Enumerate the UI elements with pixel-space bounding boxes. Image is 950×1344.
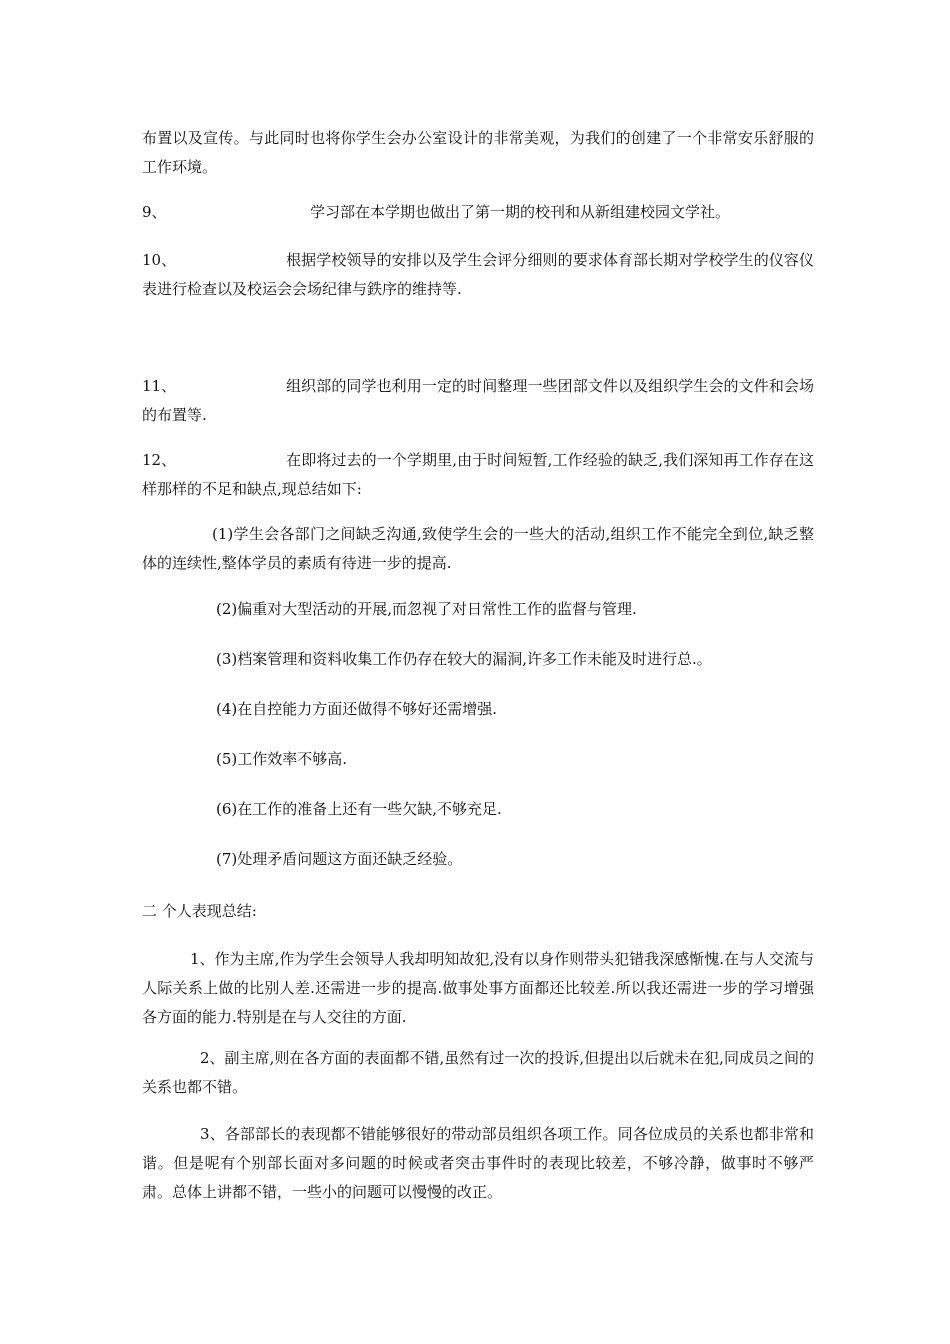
item-12-text: 在即将过去的一个学期里,由于时间短暂,工作经验的缺乏,我们深知再工作存在这样那样的不足和缺点,现总结如下:: [142, 451, 814, 498]
personal-item-3: 3、各部部长的表现都不错能够很好的带动部员组织各项工作。同各位成员的关系也都非常和谐。但是呢有个别部长面对多问题的时候或者突击事件时的表现比较差，不够冷静，做事时不够严肃。总体上讲都不错，一些小的问题可以慢慢的改正。: [142, 1125, 814, 1201]
shortcoming-3: (3)档案管理和资料收集工作仍存在较大的漏洞,许多工作未能及时进行总.。: [216, 650, 712, 668]
item-9-text: 学习部在本学期也做出了第一期的校刊和从新组建校园文学社。: [310, 203, 731, 221]
intro-paragraph: 布置以及宣传。与此同时也将你学生会办公室设计的非常美观，为我们的创建了一个非常安乐舒服的工作环境。: [142, 129, 814, 176]
item-11-text: 组织部的同学也利用一定的时间整理一些团部文件以及组织学生会的文件和会场的布置等.: [142, 377, 814, 424]
personal-item-2: 2、副主席,则在各方面的表面都不错,虽然有过一次的投诉,但提出以后就未在犯,同成员之间的关系也都不错。: [142, 1049, 814, 1096]
item-12-number: 12、: [142, 451, 177, 469]
shortcoming-2: (2)偏重对大型活动的开展,而忽视了对日常性工作的监督与管理.: [216, 600, 637, 618]
personal-item-1: 1、作为主席,作为学生会领导人我却明知故犯,没有以身作则带头犯错我深感惭愧.在与人交流与人际关系上做的比别人差.还需进一步的提高.做事处事方面都还比较差.所以我还需进一步的学习增强各方面的能力.特别是在与人交往的方面.: [142, 950, 814, 1026]
section-2-heading: 二 个人表现总结:: [142, 902, 257, 920]
item-11-number: 11、: [142, 377, 177, 395]
item-9-number: 9、: [142, 203, 167, 221]
shortcoming-5: (5)工作效率不够高.: [216, 750, 348, 768]
shortcoming-7: (7)处理矛盾问题这方面还缺乏经验。: [216, 850, 463, 868]
item-9: [142, 198, 814, 227]
shortcoming-4: (4)在自控能力方面还做得不够好还需增强.: [216, 700, 498, 718]
item-10-text: 根据学校领导的安排以及学生会评分细则的要求体育部长期对学校学生的仪容仪表进行检查以及校运会会场纪律与鉄序的维持等.: [142, 251, 814, 298]
item-11: [142, 372, 814, 430]
item-10: [142, 246, 814, 304]
shortcoming-6: (6)在工作的准备上还有一些欠缺,不够充足.: [216, 800, 502, 818]
shortcoming-1: (1)学生会各部门之间缺乏沟通,致使学生会的一些大的活动,组织工作不能完全到位,缺乏整体的连续性,整体学员的素质有待进一步的提高.: [142, 525, 814, 572]
item-10-number: 10、: [142, 251, 177, 269]
item-12: [142, 446, 814, 504]
